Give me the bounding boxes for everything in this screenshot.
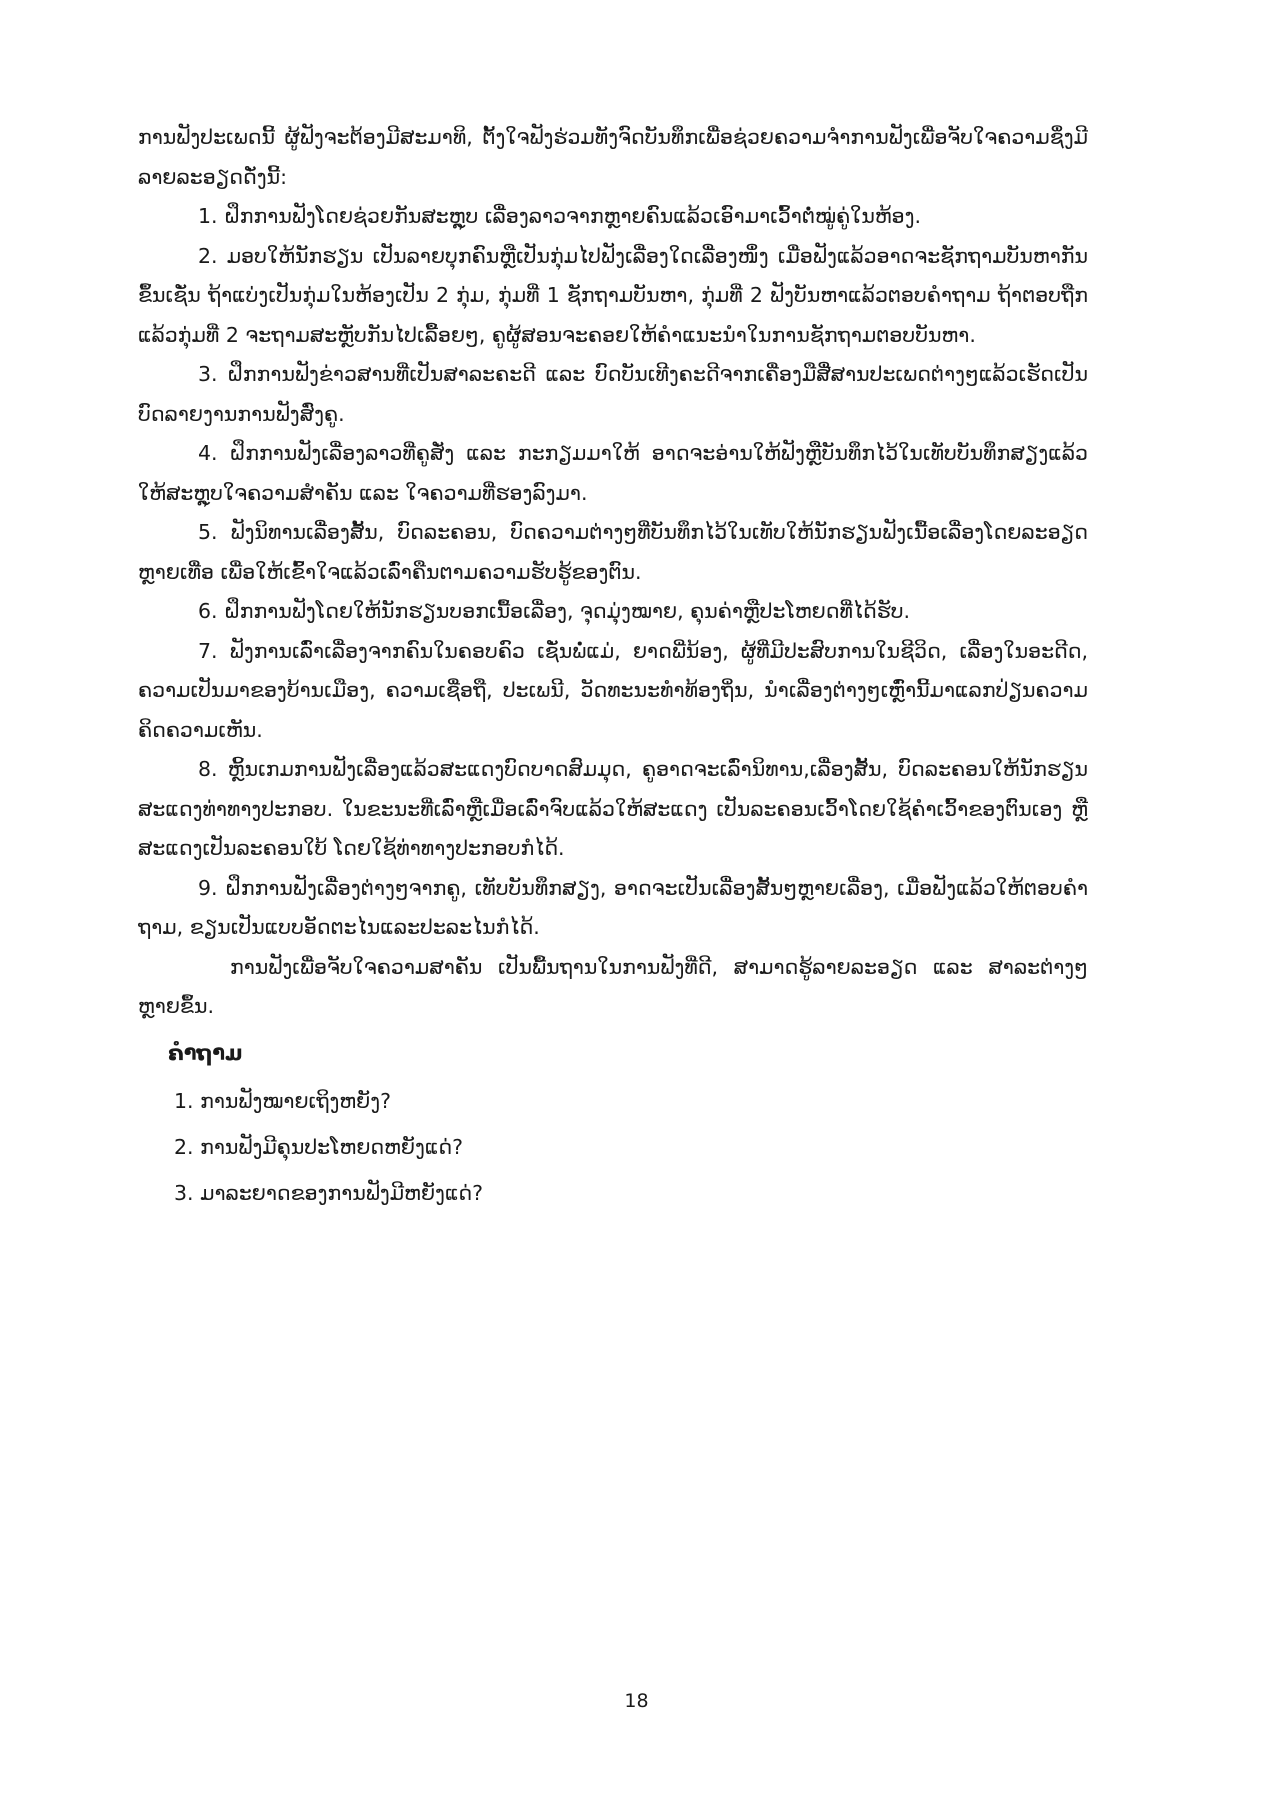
question-item-1: 1. ການຟັງໝາຍເຖິງຫຍັງ?: [174, 1088, 392, 1113]
body-text: [138, 118, 1088, 1027]
question-item-3: 3. ມາລະຍາດຂອງການຟັງມີຫຍັງແດ່?: [174, 1180, 484, 1205]
list-item-5: 5. ຟັງນິທານເລື່ອງສັ້ນ, ບົດລະຄອນ, ບົດຄວາມຕ່າງໆທີ່ບັນທຶກໄວ້ໃນເທັບໃຫ້ນັກຮຽນຟັງເນື້ອເລື່ອງໂດຍລະອຽດຫຼາຍເທື່ອ ເພື່ອໃຫ້ເຂົ້າໃຈແລ້ວເລົ່າຄືນຕາມຄວາມຮັບຮູ້ຂອງຕົນ.: [138, 520, 1088, 584]
questions-heading: ຄຳຖາມ: [168, 1040, 243, 1065]
page-number: 18: [624, 1690, 649, 1712]
list-item-4: 4. ຝຶກການຟັງເລື່ອງລາວທີ່ຄູສັ່ງ ແລະ ກະກຽມມາໃຫ້ ອາດຈະອ່ານໃຫ້ຟັງຫຼືບັນທຶກໄວ້ໃນເທັບບັນທຶກສຽງແລ້ວໃຫ້ສະຫຼຸບໃຈຄວາມສຳຄັນ ແລະ ໃຈຄວາມທີ່ຮອງລົງມາ.: [138, 441, 1088, 505]
list-item-3: 3. ຝຶກການຟັງຂ່າວສານທີ່ເປັນສາລະຄະດີ ແລະ ບົດບັນເທີງຄະດີຈາກເຄື່ອງມືສື່ສານປະເພດຕ່າງໆແລ້ວເຮັດເປັນບົດລາຍງານການຟັງສົ່ງຄູ.: [138, 362, 1088, 426]
list-item-7: 7. ຟັງການເລົ່າເລື່ອງຈາກຄົນໃນຄອບຄົວ ເຊັ່ນພໍ່ແມ່, ຍາດພີ່ນ້ອງ, ຜູ້ທີ່ມີປະສົບການໃນຊີວິດ, ເລື່ອງໃນອະດີດ, ຄວາມເປັນມາຂອງບ້ານເມືອງ, ຄວາມເຊື່ອຖື, ປະເພນີ, ວັດທະນະທຳທ້ອງຖິ່ນ, ນຳເລື່ອງຕ່າງໆເຫຼົ່ານີ້ມາແລກປ່ຽນຄວາມຄິດຄວາມເຫັນ.: [138, 638, 1088, 742]
list-item-9: 9. ຝຶກການຟັງເລື່ອງຕ່າງໆຈາກຄູ, ເທັບບັນທຶກສຽງ, ອາດຈະເປັນເລື່ອງສັ້ນໆຫຼາຍເລື່ອງ, ເມື່ອຟັງແລ້ວໃຫ້ຕອບຄຳຖາມ, ຂຽນເປັນແບບອັດຕະໄນແລະປະລະໄນກໍໄດ້.: [138, 875, 1088, 939]
questions-section: [138, 1031, 1088, 1215]
question-item-2: 2. ການຟັງມີຄຸນປະໂຫຍດຫຍັງແດ່?: [174, 1134, 463, 1159]
paragraph-intro: ການຟັງປະເພດນີ້ ຜູ້ຟັງຈະຕ້ອງມີສະມາທິ, ຕັ້ງໃຈຟັງຮ່ວມທັງຈົດບັນທຶກເພື່ອຊ່ວຍຄວາມຈຳການຟັງເພື່ອຈັບໃຈຄວາມຊຶ່ງມີລາຍລະອຽດດັ່ງນີ້:: [138, 125, 1088, 189]
list-item-6: 6. ຝຶກການຟັງໂດຍໃຫ້ນັກຮຽນບອກເນື້ອເລື່ອງ, ຈຸດມຸ່ງໝາຍ, ຄຸນຄ່າຫຼືປະໂຫຍດທີ່ໄດ້ຮັບ.: [198, 599, 911, 623]
list-item-2: 2. ມອບໃຫ້ນັກຮຽນ ເປັນລາຍບຸກຄົນຫຼືເປັນກຸ່ມໄປຟັງເລື່ອງໃດເລື່ອງໜຶ່ງ ເມື່ອຟັງແລ້ວອາດຈະຊັກຖາມບັນຫາກັນຂຶ້ນເຊັ່ນ ຖ້າແບ່ງເປັນກຸ່ມໃນຫ້ອງເປັນ 2 ກຸ່ມ, ກຸ່ມທີ່ 1 ຊັກຖາມບັນຫາ, ກຸ່ມທີ່ 2 ຟັງບັນຫາແລ້ວຕອບຄຳຖາມ ຖ້າຕອບຖືກແລ້ວກຸ່ມທີ່ 2 ຈະຖາມສະຫຼັບກັນໄປເລື້ອຍໆ, ຄູຜູ້ສອນຈະຄອຍໃຫ້ຄຳແນະນຳໃນການຊັກຖາມຕອບບັນຫາ.: [138, 243, 1088, 347]
list-item-8: 8. ຫຼິ້ນເກມການຟັງເລື່ອງແລ້ວສະແດງບົດບາດສົມມຸດ, ຄູອາດຈະເລົ່ານິທານ,ເລື່ອງສັ້ນ, ບົດລະຄອນໃຫ້ນັກຮຽນສະແດງທ່າທາງປະກອບ. ໃນຂະນະທີ່ເລົ່າຫຼືເມື່ອເລົ່າຈົບແລ້ວໃຫ້ສະແດງ ເປັນລະຄອນເວົ້າໂດຍໃຊ້ຄຳເວົ້າຂອງຕົນເອງ ຫຼືສະແດງເປັນລະຄອນໃບ້ ໂດຍໃຊ້ທ່າທາງປະກອບກໍໄດ້.: [138, 757, 1088, 860]
list-item-1: 1. ຝຶກການຟັງໂດຍຊ່ວຍກັນສະຫຼຸບ ເລື່ອງລາວຈາກຫຼາຍຄົນແລ້ວເອົາມາເວົ້າຕໍ່ໝູ່ຄູ່ໃນຫ້ອງ.: [198, 204, 922, 228]
paragraph-summary: ການຟັງເພື່ອຈັບໃຈຄວາມສາຄັນ ເປັນພື້ນຖານໃນການຟັງທີ່ດີ, ສາມາດຮູ້ລາຍລະອຽດ ແລະ ສາລະຕ່າງໆຫຼາຍຂຶ້ນ.: [138, 954, 1088, 1018]
